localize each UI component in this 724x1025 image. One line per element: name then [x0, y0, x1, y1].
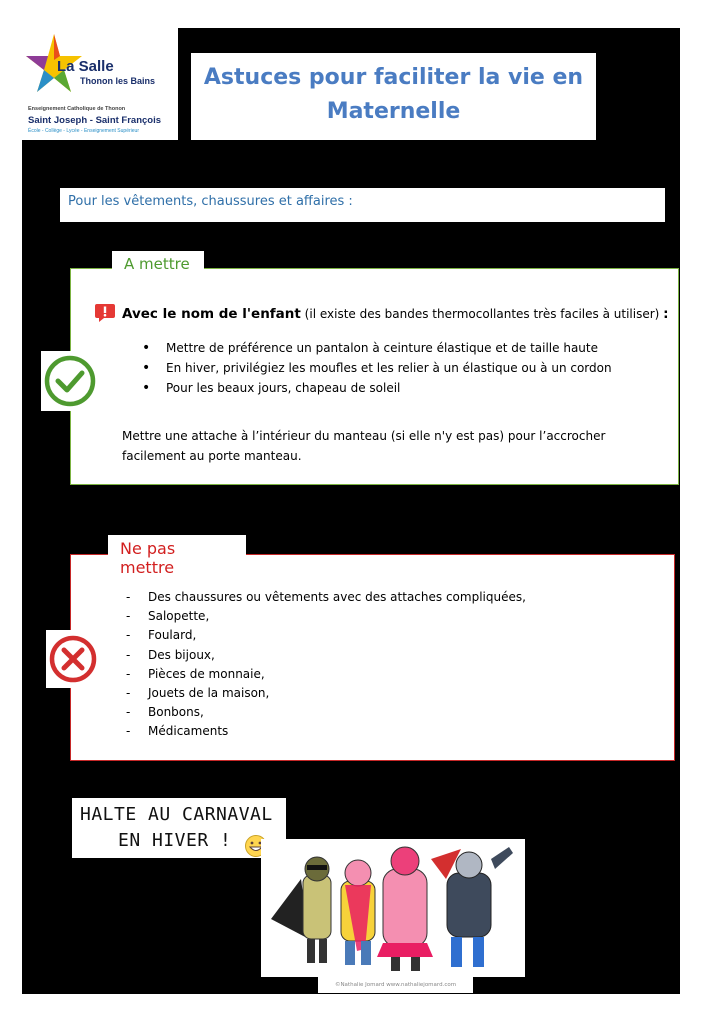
- halte-banner: [72, 798, 286, 858]
- image-credit: ©Nathalie Jomard www.nathaliejomard.com: [318, 977, 473, 993]
- title-line-1: Astuces pour faciliter la vie en: [203, 65, 584, 90]
- a-mettre-lead: [122, 306, 672, 322]
- warning-icon: [94, 302, 116, 324]
- lead-rest: (il existe des bandes thermocollantes très faciles à utiliser): [300, 307, 664, 321]
- title-line-2: Maternelle: [326, 99, 461, 124]
- lead-bold: Avec le nom de l'enfant: [122, 306, 301, 322]
- list-item: - Pièces de monnaie,: [126, 665, 526, 684]
- section-heading: Pour les vêtements, chaussures et affaires :: [60, 188, 665, 222]
- logo-schools: Saint Joseph - Saint François: [28, 115, 162, 126]
- check-icon-box: [41, 351, 99, 411]
- school-logo: [20, 26, 178, 140]
- list-item: • Pour les beaux jours, chapeau de soleil: [142, 378, 612, 398]
- ne-pas-mettre-tab: Ne pas mettre: [108, 535, 246, 565]
- page-title: [191, 53, 596, 140]
- halte-line-2: EN HIVER !: [118, 830, 232, 851]
- list-item: - Bonbons,: [126, 703, 526, 722]
- logo-brand: La Salle: [57, 58, 114, 75]
- lead-colon: :: [663, 306, 669, 322]
- a-mettre-list: [142, 338, 612, 398]
- list-item: - Salopette,: [126, 607, 526, 626]
- list-item: - Foulard,: [126, 626, 526, 645]
- ne-pas-mettre-list: [126, 588, 526, 742]
- cross-icon-box: [46, 630, 100, 688]
- bundled-kids-illustration: [261, 839, 525, 977]
- kids-drawing: [261, 839, 525, 977]
- list-item: - Des bijoux,: [126, 646, 526, 665]
- check-circle-icon: [41, 351, 99, 411]
- logo-sub: École - Collège - Lycée - Enseignement Supérieur: [28, 128, 139, 134]
- halte-line-1: HALTE AU CARNAVAL: [80, 804, 273, 825]
- logo-city: Thonon les Bains: [80, 76, 156, 86]
- list-item: - Des chaussures ou vêtements avec des attaches compliquées,: [126, 588, 526, 607]
- list-item: • Mettre de préférence un pantalon à ceinture élastique et de taille haute: [142, 338, 612, 358]
- list-item: - Médicaments: [126, 722, 526, 741]
- logo-ens: Enseignement Catholique de Thonon: [28, 106, 126, 112]
- list-item: - Jouets de la maison,: [126, 684, 526, 703]
- list-item: • En hiver, privilégiez les moufles et les relier à un élastique ou à un cordon: [142, 358, 612, 378]
- cross-circle-icon: [46, 630, 100, 688]
- a-mettre-note: Mettre une attache à l’intérieur du manteau (si elle n'y est pas) pour l’accrocher facilement au porte manteau.: [122, 429, 606, 463]
- a-mettre-tab: A mettre: [112, 251, 204, 279]
